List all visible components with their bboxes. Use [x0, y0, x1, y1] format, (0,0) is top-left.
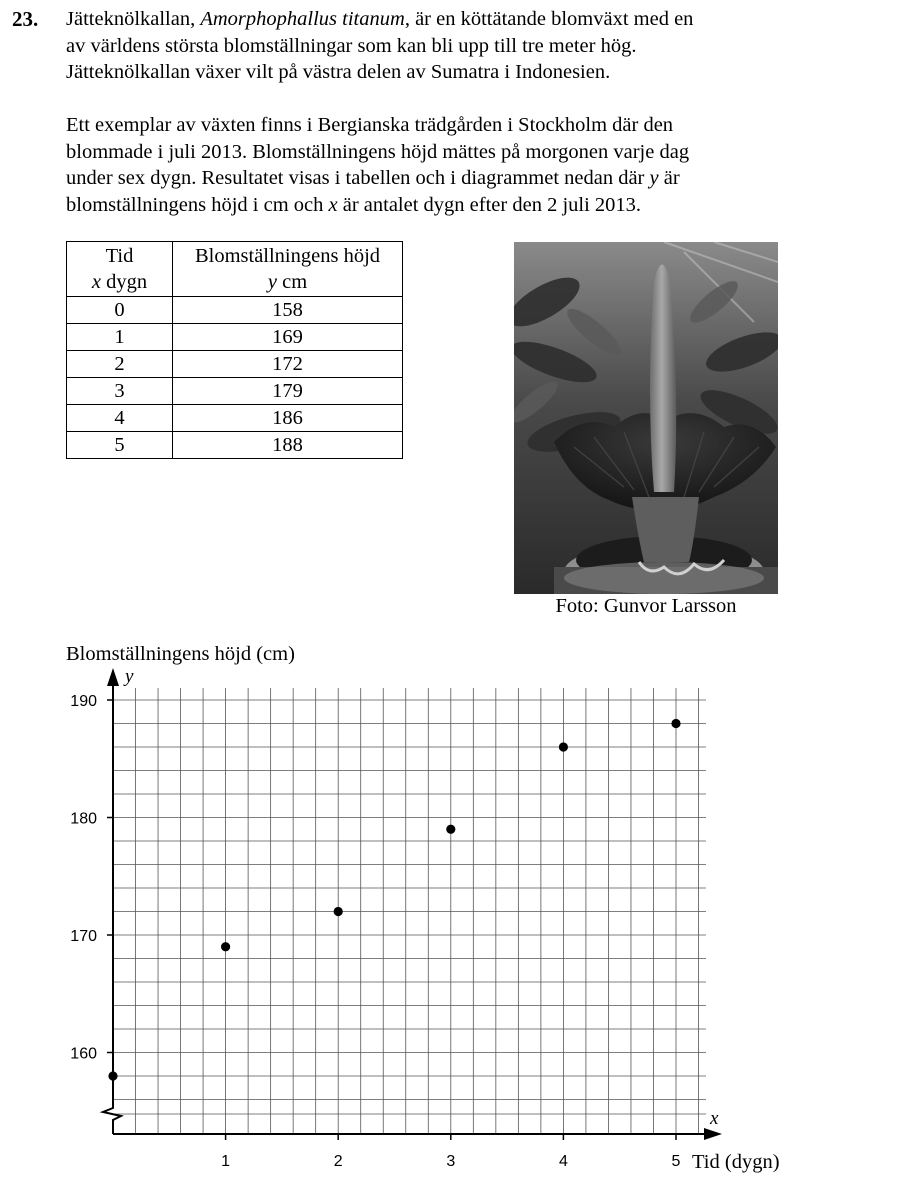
data-point	[671, 719, 680, 728]
table-row	[67, 432, 403, 459]
table-row	[67, 405, 403, 432]
cell-x: 2	[67, 351, 173, 378]
cell-x: 0	[67, 297, 173, 324]
table-row	[67, 351, 403, 378]
y-tick-label: 160	[70, 1045, 97, 1063]
scatter-chart	[0, 660, 900, 1190]
intro-text-2: , är en köttätande blomväxt med en	[404, 8, 694, 30]
plant-photo-image	[514, 242, 778, 594]
x-tick-label: 5	[671, 1153, 681, 1170]
intro-line-2: av världens största blomställningar som kan bli upp till tre meter hög.	[66, 34, 637, 57]
table-row	[67, 324, 403, 351]
cell-x: 4	[67, 405, 173, 432]
cell-x: 3	[67, 378, 173, 405]
cell-y: 186	[173, 405, 403, 432]
intro-paragraph	[66, 6, 826, 86]
y-tick-label: 190	[70, 693, 97, 710]
x-tick-label: 2	[333, 1153, 343, 1170]
table-row	[67, 378, 403, 405]
data-table	[66, 241, 403, 459]
data-point	[334, 907, 343, 916]
cell-y: 188	[173, 432, 403, 459]
context-paragraph	[66, 112, 826, 218]
intro-line-3: Jätteknölkallan växer vilt på västra delen av Sumatra i Indonesien.	[66, 61, 611, 83]
chart-title: Blomställningens höjd (cm)	[66, 643, 295, 665]
context-line-4b: är antalet dygn efter den 2 juli 2013.	[337, 193, 642, 216]
chart-points	[108, 719, 680, 1081]
data-point	[221, 942, 230, 951]
cell-x: 5	[67, 432, 173, 459]
context-line-3b: är	[658, 167, 680, 189]
var-y: y	[649, 167, 659, 189]
cell-y: 179	[173, 378, 403, 405]
x-axis-variable: x	[710, 1108, 719, 1129]
context-line-3a: under sex dygn. Resultatet visas i tabellen och i diagrammet nedan där	[66, 167, 650, 189]
intro-text-1: Jätteknölkallan,	[66, 8, 201, 30]
var-x: x	[328, 193, 338, 216]
y-tick-label: 180	[70, 810, 97, 828]
cell-y: 158	[173, 297, 403, 324]
scientific-name: Amorphophallus titanum	[200, 8, 405, 30]
context-line-1: Ett exemplar av växten finns i Bergianska trädgården i Stockholm där den	[66, 114, 674, 136]
table-row	[67, 297, 403, 324]
context-line-4a: blomställningens höjd i cm och	[66, 193, 329, 216]
header-time: Tid x dygn	[67, 242, 173, 297]
cell-y: 169	[173, 324, 403, 351]
data-point	[559, 742, 568, 751]
context-line-2: blommade i juli 2013. Blomställningens höjd mättes på morgonen varje dag	[66, 140, 690, 163]
x-tick-label: 4	[558, 1153, 568, 1170]
chart-axes	[103, 668, 722, 1140]
plant-photo	[514, 242, 778, 594]
table-header-row	[67, 242, 403, 297]
header-height: Blomställningens höjd y cm	[173, 242, 403, 297]
y-axis-variable: y	[125, 666, 134, 687]
data-point	[108, 1071, 117, 1080]
y-axis-arrow	[107, 668, 119, 686]
y-tick-label: 170	[70, 928, 97, 945]
x-axis-label: Tid (dygn)	[692, 1151, 780, 1173]
data-point	[446, 825, 455, 834]
cell-x: 1	[67, 324, 173, 351]
chart-ticks	[70, 693, 680, 1170]
x-tick-label: 3	[446, 1153, 456, 1170]
chart-grid	[113, 688, 706, 1134]
photo-caption: Foto: Gunvor Larsson	[555, 595, 737, 617]
y-axis-line	[103, 672, 121, 1134]
question-number: 23.	[12, 7, 39, 31]
cell-y: 172	[173, 351, 403, 378]
x-axis-arrow	[704, 1128, 722, 1140]
x-tick-label: 1	[221, 1153, 231, 1170]
